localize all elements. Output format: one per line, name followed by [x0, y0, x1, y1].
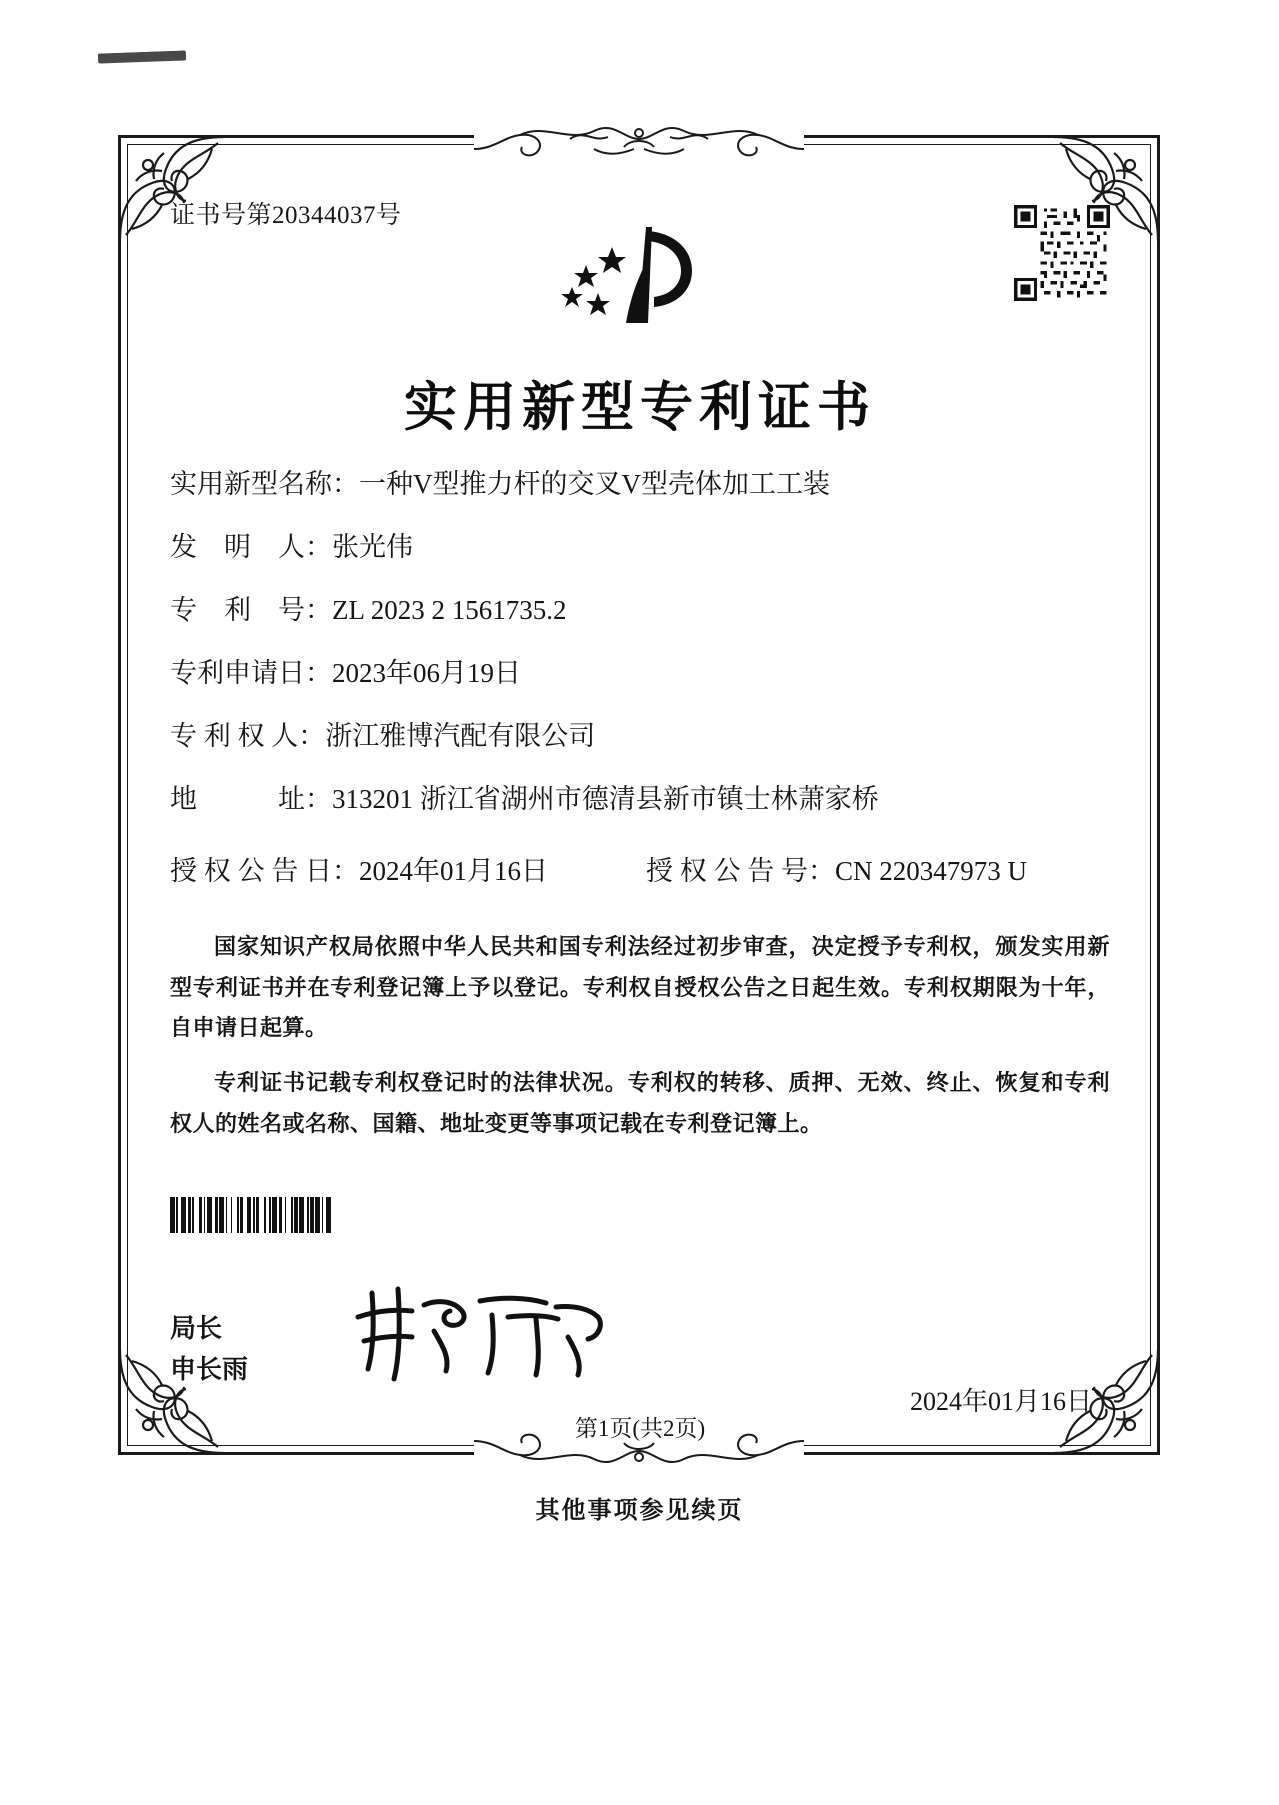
announcement-date-group — [170, 849, 548, 888]
page-number: 第1页(共2页) — [574, 1416, 706, 1442]
field-value: 2023年06月19日 — [332, 658, 521, 688]
top-center-flourish-icon — [474, 109, 804, 167]
footer-note: 其他事项参见续页 — [535, 1496, 744, 1524]
field-inventor — [170, 534, 1110, 561]
field-label: 地 址： — [170, 784, 332, 814]
announcement-number-label: 授 权 公 告 号： — [646, 856, 835, 886]
certificate-content — [170, 195, 1110, 1442]
field-grant-announcement-row — [170, 849, 1110, 888]
announcement-number-group — [646, 849, 1027, 888]
field-application-date — [170, 660, 1110, 687]
field-utility-model-name — [170, 471, 1110, 498]
field-value: 313201 浙江省湖州市德清县新市镇士林萧家桥 — [332, 784, 879, 814]
field-patent-number — [170, 597, 1110, 624]
barcode-icon — [170, 1197, 470, 1233]
field-address — [170, 786, 1110, 813]
field-value: 浙江雅博汽配有限公司 — [325, 721, 596, 751]
announcement-date-value: 2024年01月16日 — [359, 856, 548, 886]
legal-paragraph-2: 专利证书记载专利权登记时的法律状况。专利权的转移、质押、无效、终止、恢复和专利权人的姓名或名称、国籍、地址变更等事项记载在专利登记簿上。 — [170, 1071, 1110, 1137]
announcement-number-value: CN 220347973 U — [835, 856, 1028, 886]
emblem-row — [170, 231, 1110, 359]
field-label: 专 利 号： — [170, 595, 332, 625]
field-value: 一种V型推力杆的交叉V型壳体加工工装 — [359, 469, 830, 499]
signature-label — [170, 1309, 248, 1390]
issue-date: 2024年01月16日 — [909, 1387, 1092, 1417]
field-label: 实用新型名称： — [170, 469, 359, 499]
scan-artifact-mark — [98, 50, 186, 63]
certificate-number: 证书号第20344037号 — [170, 202, 402, 229]
signature-role: 局长 — [170, 1314, 223, 1345]
signature-block — [170, 1285, 1110, 1417]
field-label: 专利申请日： — [170, 658, 332, 688]
handwritten-signature-icon — [350, 1271, 610, 1391]
field-patentee — [170, 723, 1110, 750]
field-value: ZL 2023 2 1561735.2 — [332, 595, 567, 625]
field-label: 发 明 人： — [170, 532, 332, 562]
cnipa-emblem-icon — [550, 213, 730, 341]
legal-paragraph-1: 国家知识产权局依照中华人民共和国专利法经过初步审查，决定授予专利权，颁发实用新型专利证书并在专利登记簿上予以登记。专利权自授权公告之日起生效。专利权期限为十年，自申请日起算。 — [170, 935, 1110, 1042]
field-label: 专 利 权 人： — [170, 721, 326, 751]
field-value: 张光伟 — [332, 532, 413, 562]
qr-code-icon — [1014, 205, 1110, 301]
signature-name: 申长雨 — [170, 1354, 249, 1385]
page-title: 实用新型专利证书 — [404, 377, 876, 438]
announcement-date-label: 授 权 公 告 日： — [170, 856, 359, 886]
